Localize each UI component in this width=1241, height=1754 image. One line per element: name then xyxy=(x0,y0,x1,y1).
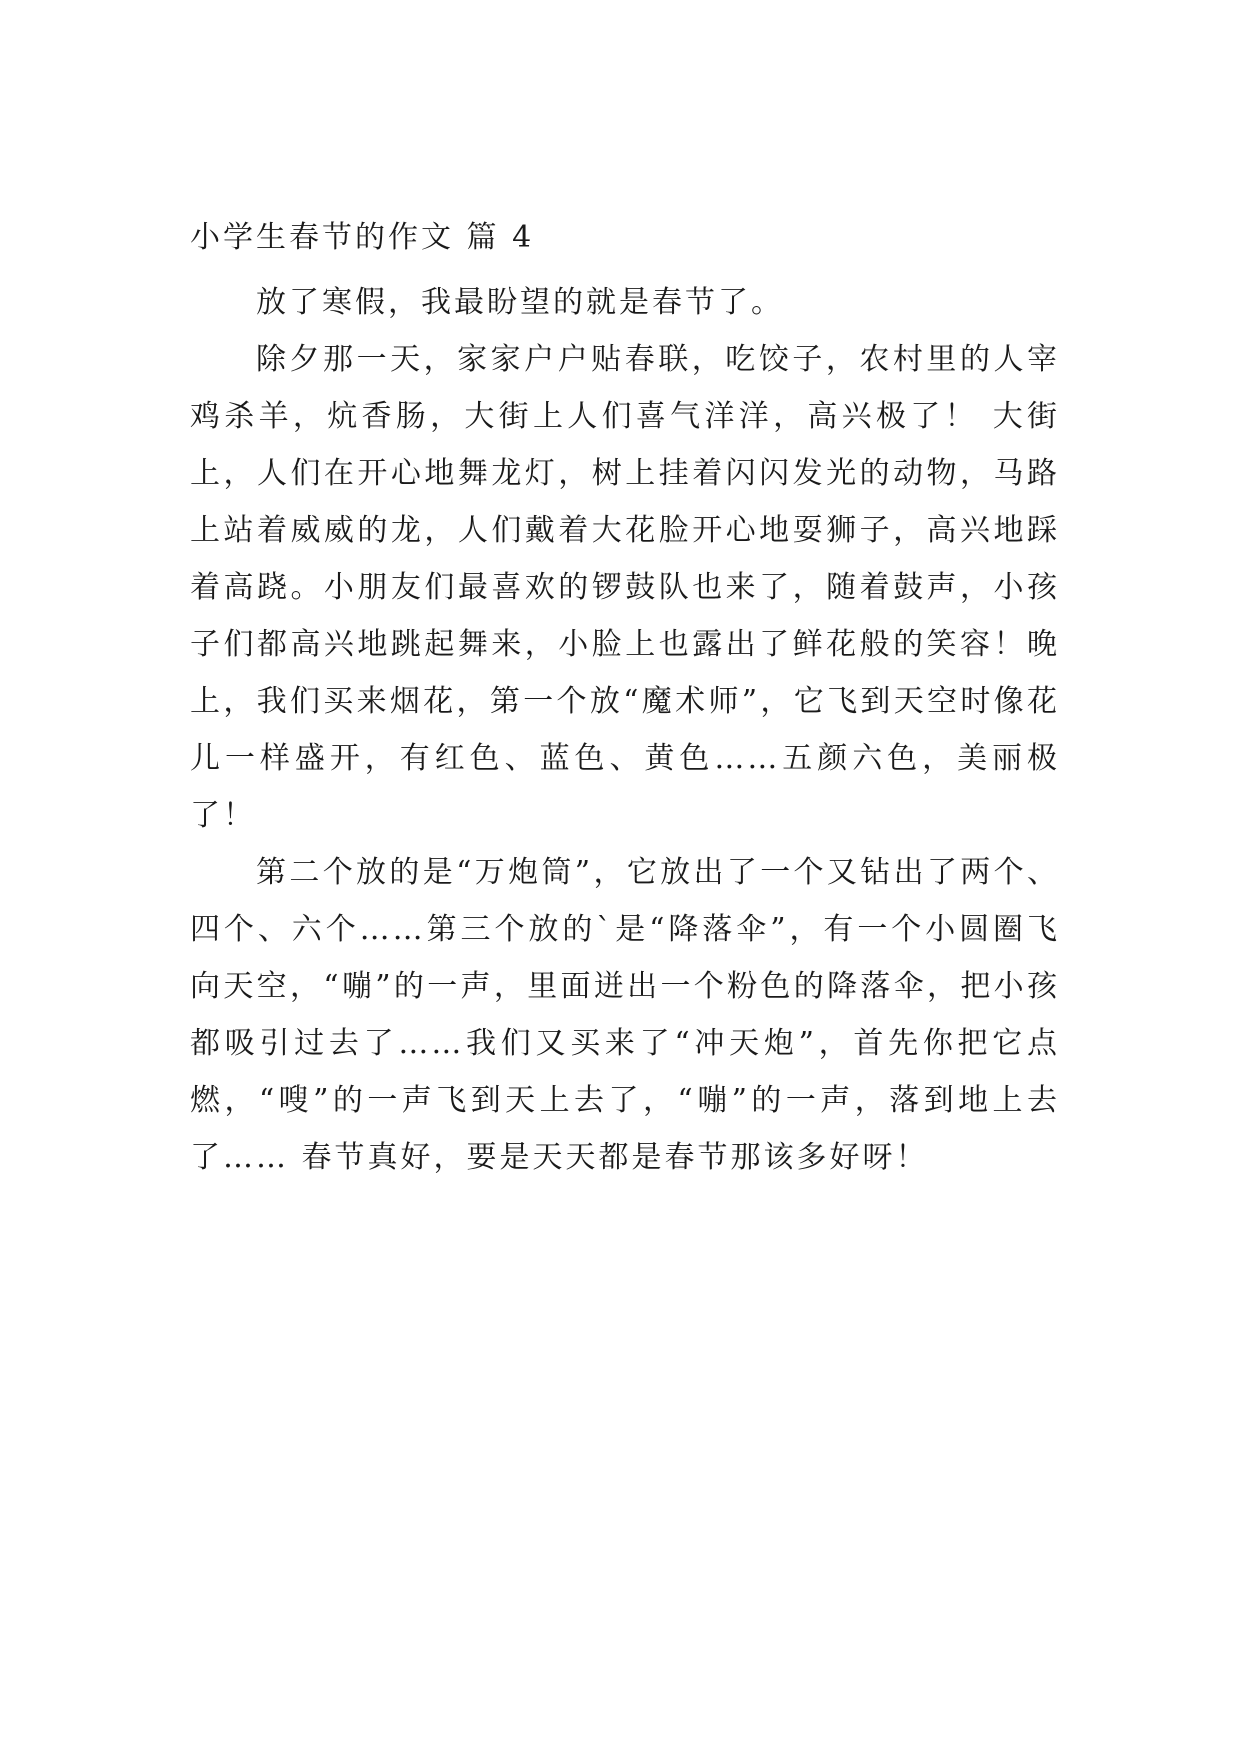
essay-body xyxy=(190,218,1060,1186)
essay-paragraph-2: 除夕那一天，家家户户贴春联，吃饺子，农村里的人宰鸡杀羊，炕香肠，大街上人们喜气洋洋，高兴极了！ 大街上，人们在开心地舞龙灯，树上挂着闪闪发光的动物，马路上站着威威的龙，人们戴着大花脸开心地耍狮子，高兴地踩着高跷。小朋友们最喜欢的锣鼓队也来了，随着鼓声，小孩子们都高兴地跳起舞来，小脸上也露出了鲜花般的笑容！晚上，我们买来烟花，第一个放“魔术师”，它飞到天空时像花儿一样盛开，有红色、蓝色、黄色……五颜六色，美丽极了！ xyxy=(190,342,1060,833)
essay-paragraph-3: 第二个放的是“万炮筒”，它放出了一个又钻出了两个、四个、六个……第三个放的`是“降落伞”，有一个小圆圈飞向天空，“嘣”的一声，里面迸出一个粉色的降落伞，把小孩都吸引过去了……我们又买来了“冲天炮”，首先你把它点燃，“嗖”的一声飞到天上去了，“嘣”的一声，落到地上去了…… 春节真好，要是天天都是春节那该多好呀！ xyxy=(190,855,1060,1175)
essay-title: 小学生春节的作文 篇 4 xyxy=(190,220,535,255)
essay-paragraph-1: 放了寒假，我最盼望的就是春节了。 xyxy=(256,285,784,320)
